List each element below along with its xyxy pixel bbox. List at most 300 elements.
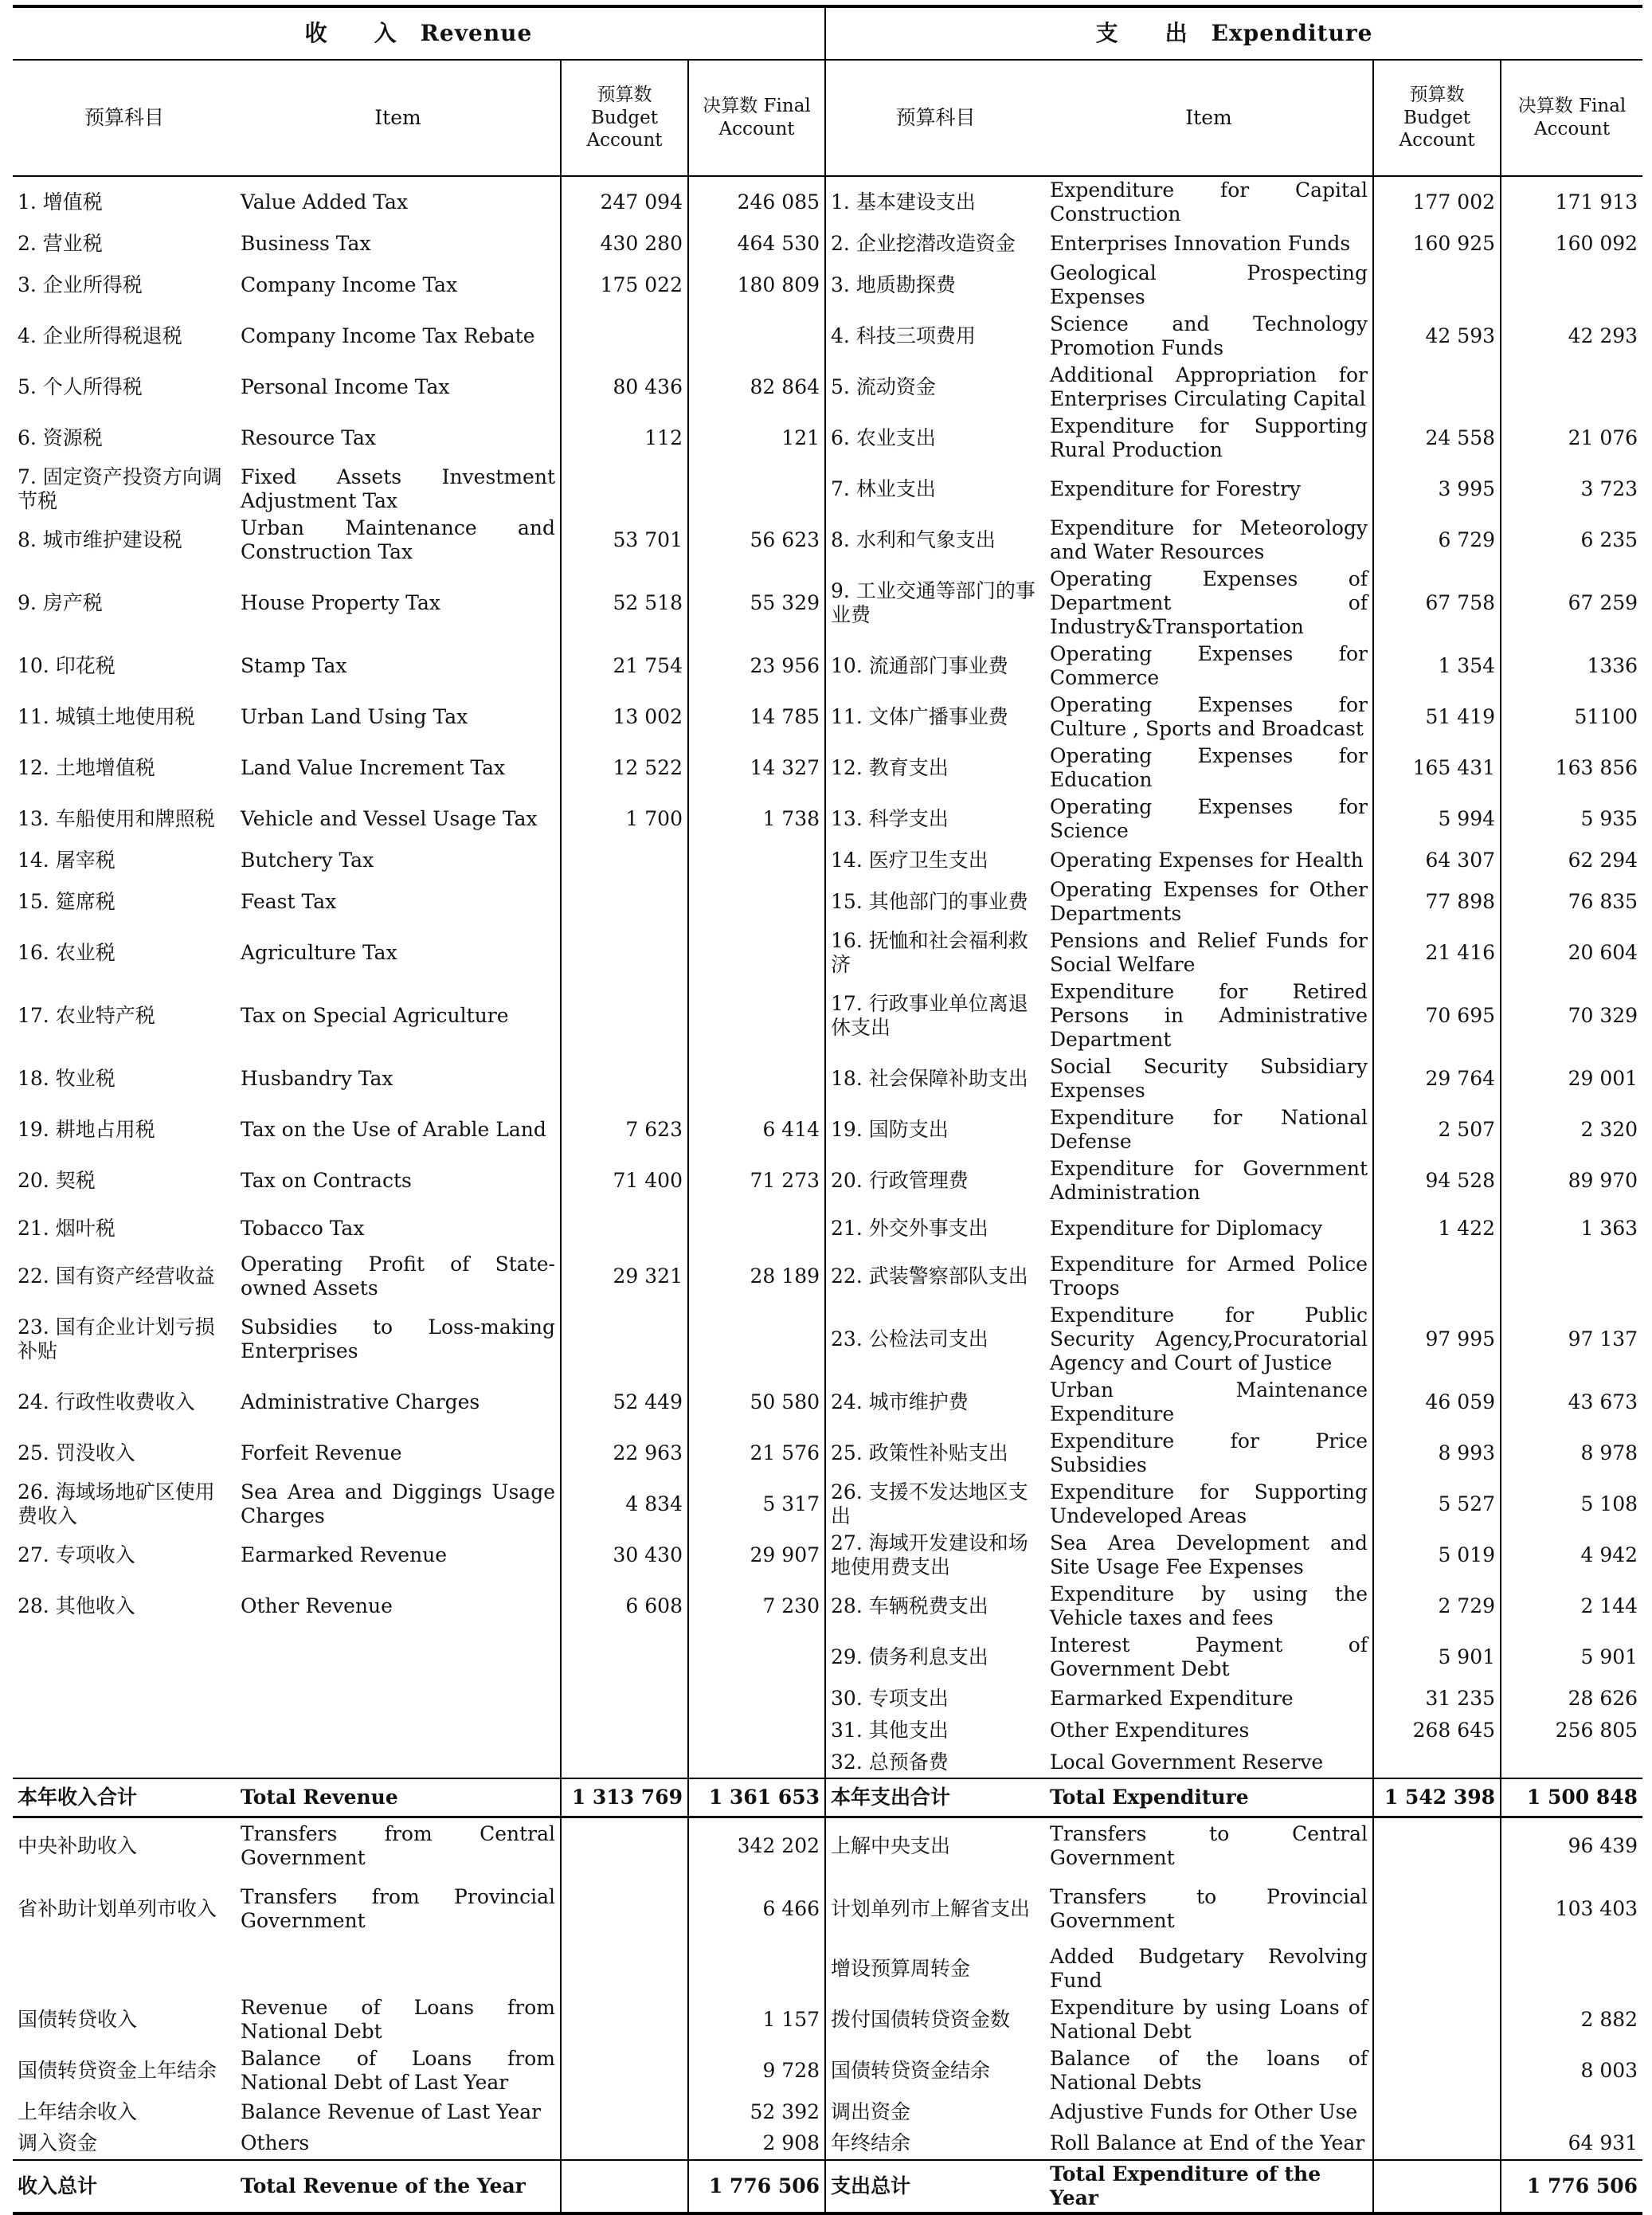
cell-rev-subject: 12. 土地增值税	[18, 756, 155, 779]
line-item-row	[13, 692, 1642, 743]
cell-rev-item: Company Income Tax Rebate	[241, 324, 535, 347]
cell-rev-subject: 收入总计	[13, 2160, 236, 2213]
col-exp-final: 决算数 Final Account	[1501, 60, 1642, 176]
cell-rev-budget	[561, 927, 688, 978]
cell-rev-final	[688, 1053, 825, 1104]
cell-exp-budget: 46 059	[1373, 1377, 1501, 1428]
cell-exp-subject: 3. 地质勘探费	[825, 260, 1045, 311]
cell-exp-final: 96 439	[1501, 1817, 1642, 1875]
line-item-row	[13, 1155, 1642, 1206]
cell-exp-final: 163 856	[1501, 743, 1642, 794]
cell-rev-item: Others	[241, 2131, 310, 2154]
line-item-row	[13, 876, 1642, 927]
cell-rev-subject	[13, 1683, 236, 1715]
cell-exp-budget: 5 994	[1373, 794, 1501, 845]
cell-rev-item: Balance of Loans from National Debt of Last Year	[241, 2046, 555, 2094]
cell-rev-item: Butchery Tax	[241, 849, 374, 872]
cell-rev-subject: 26. 海域场地矿区使用费收入	[18, 1480, 215, 1527]
cell-exp-item: Interest Payment of Government Debt	[1050, 1633, 1368, 1680]
cell-exp-item: Social Security Subsidiary Expenses	[1050, 1055, 1368, 1102]
cell-exp-budget: 31 235	[1373, 1683, 1501, 1715]
cell-rev-subject: 15. 筵席税	[18, 890, 115, 913]
cell-exp-final	[1501, 1747, 1642, 1778]
cell-rev-budget: 1 313 769	[561, 1778, 688, 1817]
line-item-row	[13, 1581, 1642, 1632]
cell-exp-final: 8 978	[1501, 1428, 1642, 1479]
cell-exp-final: 256 805	[1501, 1715, 1642, 1747]
cell-exp-subject: 2. 企业挖潜改造资金	[825, 228, 1045, 260]
cell-rev-item: Urban Land Using Tax	[241, 705, 468, 728]
col-rev-budget: 预算数 Budget Account	[561, 60, 688, 176]
line-item-row	[13, 311, 1642, 362]
transfer-items	[13, 1817, 1642, 2160]
cell-exp-item: Sea Area Development and Site Usage Fee Expenses	[1050, 1531, 1368, 1578]
cell-exp-budget: 5 019	[1373, 1530, 1501, 1581]
cell-rev-budget: 29 321	[561, 1251, 688, 1302]
cell-rev-final: 23 956	[688, 641, 825, 692]
cell-rev-final	[688, 1632, 825, 1683]
cell-exp-item: Expenditure for Armed Police Troops	[1050, 1253, 1368, 1300]
line-item-row	[13, 927, 1642, 978]
line-item-row	[13, 1302, 1642, 1377]
cell-exp-final: 76 835	[1501, 876, 1642, 927]
cell-rev-final	[688, 1747, 825, 1778]
cell-exp-budget	[1373, 2128, 1501, 2160]
cell-rev-budget: 71 400	[561, 1155, 688, 1206]
cell-exp-final: 1 363	[1501, 1206, 1642, 1251]
cell-exp-final: 51100	[1501, 692, 1642, 743]
revenue-section-title: 收 入 Revenue	[13, 6, 825, 60]
cell-exp-final: 20 604	[1501, 927, 1642, 978]
cell-exp-item: Geological Prospecting Expenses	[1050, 261, 1368, 308]
cell-rev-subject	[13, 1943, 236, 1994]
cell-exp-final: 29 001	[1501, 1053, 1642, 1104]
cell-exp-budget	[1373, 2096, 1501, 2128]
cell-rev-item: Feast Tax	[241, 890, 337, 913]
cell-rev-final: 180 809	[688, 260, 825, 311]
cell-exp-subject: 20. 行政管理费	[825, 1155, 1045, 1206]
cell-rev-item: Other Revenue	[241, 1594, 393, 1617]
cell-exp-budget	[1373, 1875, 1501, 1943]
cell-exp-budget	[1373, 1994, 1501, 2045]
cell-rev-final: 52 392	[688, 2096, 825, 2128]
cell-rev-budget	[561, 2096, 688, 2128]
cell-rev-budget	[561, 1817, 688, 1875]
cell-exp-subject: 17. 行政事业单位离退休支出	[825, 978, 1045, 1053]
cell-exp-item: Expenditure by using the Vehicle taxes and fees	[1050, 1582, 1368, 1629]
line-item-row	[13, 362, 1642, 413]
cell-rev-final: 121	[688, 413, 825, 464]
cell-exp-final: 62 294	[1501, 845, 1642, 876]
cell-exp-budget: 1 542 398	[1373, 1778, 1501, 1817]
cell-rev-budget	[561, 1683, 688, 1715]
cell-rev-item: Revenue of Loans from National Debt	[241, 1995, 555, 2043]
cell-rev-item: Value Added Tax	[241, 190, 409, 214]
cell-exp-subject: 支出总计	[825, 2160, 1045, 2213]
cell-exp-budget: 1 422	[1373, 1206, 1501, 1251]
cell-rev-subject: 18. 牧业税	[18, 1067, 115, 1090]
cell-exp-item: Total Expenditure of the Year	[1045, 2160, 1373, 2213]
line-item-row	[13, 1104, 1642, 1155]
cell-rev-final: 9 728	[688, 2045, 825, 2096]
line-item-row	[13, 1377, 1642, 1428]
cell-rev-subject: 20. 契税	[18, 1169, 96, 1192]
cell-exp-item: Operating Expenses for Other Departments	[1050, 878, 1368, 925]
cell-exp-item: Expenditure for Supporting Rural Production	[1050, 414, 1368, 461]
cell-rev-final	[688, 1206, 825, 1251]
cell-exp-budget: 42 593	[1373, 311, 1501, 362]
cell-exp-item: Science and Technology Promotion Funds	[1050, 312, 1368, 359]
cell-rev-subject	[13, 1747, 236, 1778]
cell-exp-subject: 增设预算周转金	[825, 1943, 1045, 1994]
cell-exp-subject: 29. 债务利息支出	[825, 1632, 1045, 1683]
cell-exp-subject: 国债转贷资金结余	[825, 2045, 1045, 2096]
cell-rev-final: 1 157	[688, 1994, 825, 2045]
cell-rev-budget: 12 522	[561, 743, 688, 794]
cell-rev-item	[236, 1747, 561, 1778]
cell-rev-subject: 4. 企业所得税退税	[18, 324, 182, 347]
expenditure-section-title: 支 出 Expenditure	[825, 6, 1642, 60]
cell-rev-subject: 10. 印花税	[18, 654, 115, 677]
cell-exp-subject: 12. 教育支出	[825, 743, 1045, 794]
line-item-row	[13, 845, 1642, 876]
cell-rev-item: Tax on Special Agriculture	[241, 1004, 509, 1027]
cell-rev-budget: 53 701	[561, 515, 688, 566]
totals-body	[13, 1778, 1642, 1817]
cell-rev-final	[688, 1943, 825, 1994]
cell-exp-subject: 调出资金	[825, 2096, 1045, 2128]
cell-rev-item: Agriculture Tax	[241, 941, 397, 964]
cell-rev-item: Stamp Tax	[241, 654, 347, 677]
cell-exp-budget	[1373, 2045, 1501, 2096]
line-item-row	[13, 1206, 1642, 1251]
cell-exp-budget: 2 507	[1373, 1104, 1501, 1155]
cell-exp-subject: 10. 流通部门事业费	[825, 641, 1045, 692]
cell-rev-item: Vehicle and Vessel Usage Tax	[241, 807, 538, 830]
cell-rev-final: 6 414	[688, 1104, 825, 1155]
cell-rev-subject: 24. 行政性收费收入	[18, 1390, 195, 1413]
cell-exp-subject: 23. 公检法司支出	[825, 1302, 1045, 1377]
cell-exp-subject: 5. 流动资金	[825, 362, 1045, 413]
cell-exp-budget: 165 431	[1373, 743, 1501, 794]
cell-rev-budget: 30 430	[561, 1530, 688, 1581]
cell-rev-subject: 上年结余收入	[18, 2099, 138, 2123]
line-item-row	[13, 641, 1642, 692]
cell-rev-budget	[561, 1053, 688, 1104]
line-item-row	[13, 464, 1642, 515]
cell-rev-subject: 19. 耕地占用税	[18, 1118, 155, 1141]
cell-rev-budget	[561, 1302, 688, 1377]
cell-exp-final: 8 003	[1501, 2045, 1642, 2096]
cell-rev-item: Resource Tax	[241, 426, 377, 449]
cell-exp-item: Operating Expenses for Commerce	[1050, 642, 1368, 689]
cell-rev-final	[688, 927, 825, 978]
cell-rev-budget	[561, 978, 688, 1053]
cell-exp-subject: 拨付国债转贷资金数	[825, 1994, 1045, 2045]
cell-exp-final	[1501, 2096, 1642, 2128]
cell-exp-item: Enterprises Innovation Funds	[1050, 232, 1351, 255]
cell-exp-item: Operating Expenses for Culture , Sports and Broadcast	[1050, 693, 1368, 740]
cell-rev-subject: 21. 烟叶税	[18, 1217, 115, 1240]
section-header-row	[13, 6, 1642, 60]
cell-rev-budget	[561, 2160, 688, 2213]
cell-rev-budget: 6 608	[561, 1581, 688, 1632]
line-item-row	[13, 978, 1642, 1053]
total-row	[13, 1778, 1642, 1817]
cell-rev-final: 14 327	[688, 743, 825, 794]
cell-rev-item: Business Tax	[241, 232, 371, 255]
cell-exp-subject: 8. 水利和气象支出	[825, 515, 1045, 566]
col-rev-item: Item	[236, 60, 561, 176]
cell-exp-final: 4 942	[1501, 1530, 1642, 1581]
cell-exp-subject: 本年支出合计	[825, 1778, 1045, 1817]
cell-rev-final: 464 530	[688, 228, 825, 260]
cell-exp-budget: 21 416	[1373, 927, 1501, 978]
cell-exp-subject: 26. 支援不发达地区支出	[825, 1479, 1045, 1530]
cell-exp-subject: 16. 抚恤和社会福利救济	[825, 927, 1045, 978]
cell-rev-final: 5 317	[688, 1479, 825, 1530]
cell-exp-final: 97 137	[1501, 1302, 1642, 1377]
cell-rev-subject: 1. 增值税	[18, 190, 103, 214]
cell-exp-budget: 97 995	[1373, 1302, 1501, 1377]
cell-exp-budget: 51 419	[1373, 692, 1501, 743]
cell-exp-subject: 14. 医疗卫生支出	[825, 845, 1045, 876]
cell-exp-budget: 70 695	[1373, 978, 1501, 1053]
cell-exp-final: 1 776 506	[1501, 2160, 1642, 2213]
cell-exp-budget	[1373, 1747, 1501, 1778]
cell-exp-budget	[1373, 1251, 1501, 1302]
cell-rev-budget: 52 518	[561, 566, 688, 641]
cell-exp-subject: 21. 外交外事支出	[825, 1206, 1045, 1251]
cell-exp-final: 2 320	[1501, 1104, 1642, 1155]
cell-exp-subject: 9. 工业交通等部门的事业费	[825, 566, 1045, 641]
cell-rev-final: 56 623	[688, 515, 825, 566]
cell-rev-subject: 28. 其他收入	[18, 1594, 135, 1617]
cell-exp-subject: 年终结余	[825, 2128, 1045, 2160]
cell-exp-budget	[1373, 1943, 1501, 1994]
cell-rev-final	[688, 845, 825, 876]
cell-rev-item: Total Revenue	[236, 1778, 561, 1817]
cell-exp-subject: 19. 国防支出	[825, 1104, 1045, 1155]
cell-rev-subject	[13, 1715, 236, 1747]
cell-rev-final	[688, 978, 825, 1053]
transfer-row	[13, 1875, 1642, 1943]
cell-exp-subject: 13. 科学支出	[825, 794, 1045, 845]
line-item-row	[13, 1747, 1642, 1778]
line-item-row	[13, 413, 1642, 464]
cell-exp-item: Roll Balance at End of the Year	[1050, 2131, 1365, 2154]
cell-rev-final: 2 908	[688, 2128, 825, 2160]
cell-rev-subject: 17. 农业特产税	[18, 1004, 155, 1027]
cell-rev-subject: 11. 城镇土地使用税	[18, 705, 195, 728]
cell-rev-subject: 本年收入合计	[13, 1778, 236, 1817]
cell-exp-final: 2 144	[1501, 1581, 1642, 1632]
line-item-row	[13, 1479, 1642, 1530]
cell-exp-item: Expenditure for Forestry	[1050, 477, 1302, 500]
cell-rev-subject: 6. 资源税	[18, 426, 103, 449]
cell-exp-subject: 计划单列市上解省支出	[825, 1875, 1045, 1943]
cell-rev-subject: 国债转贷资金上年结余	[18, 2058, 217, 2082]
cell-rev-budget: 21 754	[561, 641, 688, 692]
cell-exp-subject: 1. 基本建设支出	[825, 176, 1045, 228]
cell-exp-item: Expenditure for Government Administration	[1050, 1157, 1368, 1204]
cell-exp-item: Adjustive Funds for Other Use	[1050, 2099, 1358, 2123]
cell-rev-item: Earmarked Revenue	[241, 1543, 448, 1566]
cell-rev-subject: 14. 屠宰税	[18, 849, 115, 872]
line-item-row	[13, 1683, 1642, 1715]
line-item-row	[13, 1632, 1642, 1683]
cell-exp-item: Balance of the loans of National Debts	[1050, 2046, 1368, 2094]
cell-rev-budget: 175 022	[561, 260, 688, 311]
cell-rev-final: 1 776 506	[688, 2160, 825, 2213]
cell-rev-budget	[561, 1715, 688, 1747]
col-rev-subject: 预算科目	[13, 60, 236, 176]
cell-exp-subject: 6. 农业支出	[825, 413, 1045, 464]
cell-exp-budget: 5 901	[1373, 1632, 1501, 1683]
cell-rev-budget: 247 094	[561, 176, 688, 228]
cell-rev-budget: 13 002	[561, 692, 688, 743]
cell-rev-final: 71 273	[688, 1155, 825, 1206]
cell-rev-subject: 7. 固定资产投资方向调节税	[18, 465, 222, 512]
cell-rev-final: 55 329	[688, 566, 825, 641]
cell-rev-budget: 80 436	[561, 362, 688, 413]
cell-rev-item: Tax on the Use of Arable Land	[241, 1118, 546, 1141]
cell-exp-item: Operating Expenses of Department of Industry&Transportation	[1050, 567, 1368, 638]
cell-rev-subject: 8. 城市维护建设税	[18, 528, 182, 551]
cell-rev-item: Personal Income Tax	[241, 375, 450, 398]
cell-exp-subject: 15. 其他部门的事业费	[825, 876, 1045, 927]
cell-exp-item: Urban Maintenance Expenditure	[1050, 1378, 1368, 1425]
cell-exp-final: 43 673	[1501, 1377, 1642, 1428]
transfer-row	[13, 1994, 1642, 2045]
cell-rev-item: Operating Profit of State-owned Assets	[241, 1253, 555, 1300]
budget-table	[13, 5, 1642, 2215]
cell-rev-final	[688, 876, 825, 927]
cell-rev-budget: 112	[561, 413, 688, 464]
cell-exp-final: 3 723	[1501, 464, 1642, 515]
cell-rev-item: Sea Area and Diggings Usage Charges	[241, 1480, 555, 1527]
cell-exp-item: Expenditure for Diplomacy	[1050, 1217, 1323, 1240]
cell-exp-final: 2 882	[1501, 1994, 1642, 2045]
line-item-row	[13, 515, 1642, 566]
cell-rev-final: 1 738	[688, 794, 825, 845]
cell-rev-item: Subsidies to Loss-making Enterprises	[241, 1315, 555, 1362]
cell-rev-budget	[561, 1206, 688, 1251]
cell-exp-budget: 5 527	[1373, 1479, 1501, 1530]
cell-exp-budget: 2 729	[1373, 1581, 1501, 1632]
cell-rev-budget	[561, 876, 688, 927]
cell-rev-subject: 省补助计划单列市收入	[18, 1896, 217, 1920]
cell-exp-item: Operating Expenses for Science	[1050, 795, 1368, 842]
line-item-row	[13, 1428, 1642, 1479]
cell-rev-budget	[561, 2128, 688, 2160]
cell-rev-budget	[561, 464, 688, 515]
cell-exp-final: 103 403	[1501, 1875, 1642, 1943]
cell-rev-budget: 1 700	[561, 794, 688, 845]
cell-exp-final: 1 500 848	[1501, 1778, 1642, 1817]
cell-rev-final: 246 085	[688, 176, 825, 228]
cell-exp-item: Added Budgetary Revolving Fund	[1050, 1944, 1368, 1992]
cell-exp-item: Expenditure for Public Security Agency,Procuratorial Agency and Court of Justice	[1050, 1304, 1368, 1374]
cell-exp-final: 5 935	[1501, 794, 1642, 845]
cell-rev-final: 29 907	[688, 1530, 825, 1581]
cell-exp-item: Operating Expenses for Health	[1050, 849, 1364, 872]
cell-exp-budget	[1373, 260, 1501, 311]
cell-exp-final: 64 931	[1501, 2128, 1642, 2160]
cell-rev-final: 14 785	[688, 692, 825, 743]
cell-exp-subject: 30. 专项支出	[825, 1683, 1045, 1715]
cell-rev-item: House Property Tax	[241, 591, 440, 614]
cell-rev-item	[236, 1683, 561, 1715]
cell-rev-subject: 国债转贷收入	[18, 2007, 138, 2031]
cell-rev-subject: 16. 农业税	[18, 941, 115, 964]
cell-exp-budget: 77 898	[1373, 876, 1501, 927]
transfer-row	[13, 2096, 1642, 2128]
cell-rev-item: Husbandry Tax	[241, 1067, 393, 1090]
cell-exp-subject: 32. 总预备费	[825, 1747, 1045, 1778]
line-item-row	[13, 1053, 1642, 1104]
cell-rev-final	[688, 311, 825, 362]
cell-exp-subject: 18. 社会保障补助支出	[825, 1053, 1045, 1104]
cell-rev-final	[688, 1715, 825, 1747]
cell-exp-budget	[1373, 1817, 1501, 1875]
cell-rev-budget	[561, 845, 688, 876]
cell-exp-item: Local Government Reserve	[1050, 1750, 1324, 1774]
line-item-row	[13, 566, 1642, 641]
cell-exp-item: Transfers to Provincial Government	[1050, 1884, 1368, 1932]
cell-rev-final	[688, 1683, 825, 1715]
cell-exp-item: Earmarked Expenditure	[1050, 1687, 1294, 1710]
cell-exp-item: Pensions and Relief Funds for Social Welfare	[1050, 929, 1368, 976]
cell-exp-budget: 8 993	[1373, 1428, 1501, 1479]
cell-exp-budget: 160 925	[1373, 228, 1501, 260]
line-item-row	[13, 1251, 1642, 1302]
cell-rev-final: 6 466	[688, 1875, 825, 1943]
cell-rev-item: Balance Revenue of Last Year	[241, 2099, 542, 2123]
col-rev-final: 决算数 Final Account	[688, 60, 825, 176]
cell-rev-subject: 中央补助收入	[18, 1834, 138, 1858]
cell-exp-budget: 3 995	[1373, 464, 1501, 515]
cell-rev-final: 28 189	[688, 1251, 825, 1302]
cell-rev-final	[688, 464, 825, 515]
cell-rev-budget	[561, 1994, 688, 2045]
cell-exp-final: 89 970	[1501, 1155, 1642, 1206]
cell-rev-item: Tax on Contracts	[241, 1169, 412, 1192]
cell-exp-item: Total Expenditure	[1045, 1778, 1373, 1817]
cell-exp-final: 5 901	[1501, 1632, 1642, 1683]
cell-exp-final: 5 108	[1501, 1479, 1642, 1530]
cell-rev-item: Total Revenue of the Year	[236, 2160, 561, 2213]
cell-rev-budget	[561, 2045, 688, 2096]
cell-rev-final: 342 202	[688, 1817, 825, 1875]
cell-exp-budget: 24 558	[1373, 413, 1501, 464]
transfer-row	[13, 1817, 1642, 1875]
cell-rev-subject: 27. 专项收入	[18, 1543, 135, 1566]
cell-exp-item: Expenditure for Retired Persons in Administrative Department	[1050, 980, 1368, 1051]
cell-exp-budget: 29 764	[1373, 1053, 1501, 1104]
cell-rev-subject: 3. 企业所得税	[18, 273, 143, 296]
cell-rev-budget	[561, 1632, 688, 1683]
cell-exp-item: Expenditure for Price Subsidies	[1050, 1429, 1368, 1476]
cell-exp-subject: 上解中央支出	[825, 1817, 1045, 1875]
cell-rev-item	[236, 1715, 561, 1747]
cell-exp-final: 1336	[1501, 641, 1642, 692]
line-item-row	[13, 260, 1642, 311]
cell-exp-subject: 31. 其他支出	[825, 1715, 1045, 1747]
cell-rev-subject: 23. 国有企业计划亏损补贴	[18, 1315, 215, 1362]
line-item-row	[13, 743, 1642, 794]
cell-exp-final: 70 329	[1501, 978, 1642, 1053]
